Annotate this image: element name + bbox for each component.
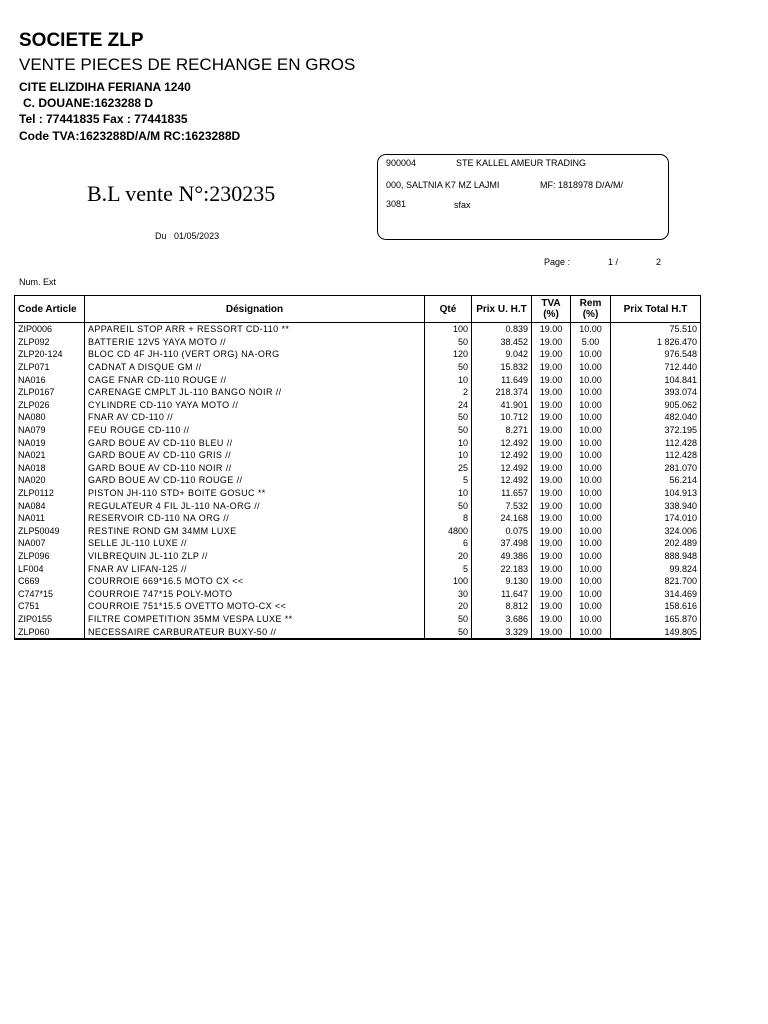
item-qty: 50 <box>425 625 472 639</box>
client-city: sfax <box>454 200 471 210</box>
item-qty: 50 <box>425 411 472 424</box>
item-rem: 10.00 <box>571 550 611 563</box>
item-code: NA018 <box>15 462 85 475</box>
item-tva: 19.00 <box>532 462 571 475</box>
item-unit-price: 24.168 <box>472 512 532 525</box>
item-rem: 10.00 <box>571 562 611 575</box>
item-unit-price: 15.832 <box>472 361 532 374</box>
item-rem: 10.00 <box>571 613 611 626</box>
item-unit-price: 11.647 <box>472 587 532 600</box>
item-total: 821.700 <box>611 575 701 588</box>
item-tva: 19.00 <box>532 474 571 487</box>
item-unit-price: 11.649 <box>472 373 532 386</box>
item-tva: 19.00 <box>532 587 571 600</box>
item-unit-price: 0.075 <box>472 525 532 538</box>
item-tva: 19.00 <box>532 525 571 538</box>
page-total: 2 <box>656 257 662 267</box>
item-rem: 10.00 <box>571 424 611 437</box>
item-designation: SELLE JL-110 LUXE // <box>85 537 425 550</box>
table-row <box>15 386 701 399</box>
item-unit-price: 3.686 <box>472 613 532 626</box>
item-designation: RESERVOIR CD-110 NA ORG // <box>85 512 425 525</box>
item-total: 482.040 <box>611 411 701 424</box>
item-qty: 50 <box>425 613 472 626</box>
item-qty: 24 <box>425 399 472 412</box>
item-tva: 19.00 <box>532 424 571 437</box>
item-tva: 19.00 <box>532 575 571 588</box>
item-qty: 4800 <box>425 525 472 538</box>
item-total: 158.616 <box>611 600 701 613</box>
table-row <box>15 613 701 626</box>
header-total: Prix Total H.T <box>611 296 701 323</box>
table-row <box>15 525 701 538</box>
item-unit-price: 41.901 <box>472 399 532 412</box>
table-row <box>15 499 701 512</box>
item-code: ZIP0155 <box>15 613 85 626</box>
table-row <box>15 474 701 487</box>
item-qty: 100 <box>425 323 472 336</box>
item-unit-price: 12.492 <box>472 462 532 475</box>
item-code: ZLP20-124 <box>15 348 85 361</box>
table-row <box>15 399 701 412</box>
table-row <box>15 537 701 550</box>
item-unit-price: 49.386 <box>472 550 532 563</box>
item-unit-price: 8.271 <box>472 424 532 437</box>
item-total: 112.428 <box>611 436 701 449</box>
item-tva: 19.00 <box>532 537 571 550</box>
item-rem: 10.00 <box>571 499 611 512</box>
item-qty: 50 <box>425 499 472 512</box>
item-code: ZLP0167 <box>15 386 85 399</box>
item-rem: 10.00 <box>571 411 611 424</box>
item-qty: 2 <box>425 386 472 399</box>
item-unit-price: 7.532 <box>472 499 532 512</box>
item-unit-price: 12.492 <box>472 474 532 487</box>
table-row <box>15 600 701 613</box>
table-row <box>15 562 701 575</box>
company-tva-rc: Code TVA:1623288D/A/M RC:1623288D <box>19 129 241 143</box>
item-total: 281.070 <box>611 462 701 475</box>
item-total: 888.948 <box>611 550 701 563</box>
client-postal: 3081 <box>386 199 407 209</box>
date-value: 01/05/2023 <box>174 231 220 241</box>
page-label: Page : <box>544 257 571 267</box>
item-unit-price: 11.657 <box>472 487 532 500</box>
item-qty: 10 <box>425 373 472 386</box>
item-unit-price: 0.839 <box>472 323 532 336</box>
item-unit-price: 37.498 <box>472 537 532 550</box>
item-tva: 19.00 <box>532 436 571 449</box>
item-code: NA080 <box>15 411 85 424</box>
item-tva: 19.00 <box>532 386 571 399</box>
item-total: 104.913 <box>611 487 701 500</box>
item-total: 905.062 <box>611 399 701 412</box>
item-code: C669 <box>15 575 85 588</box>
item-designation: CADNAT A DISQUE GM // <box>85 361 425 374</box>
item-tva: 19.00 <box>532 562 571 575</box>
item-tva: 19.00 <box>532 487 571 500</box>
item-rem: 10.00 <box>571 386 611 399</box>
item-designation: PISTON JH-110 STD+ BOITE GOSUC ** <box>85 487 425 500</box>
table-row <box>15 487 701 500</box>
table-header-row <box>15 296 701 323</box>
item-unit-price: 22.183 <box>472 562 532 575</box>
item-total: 338.940 <box>611 499 701 512</box>
item-designation: FNAR AV CD-110 // <box>85 411 425 424</box>
item-code: NA007 <box>15 537 85 550</box>
page-current: 1 / <box>608 257 619 267</box>
table-row <box>15 336 701 349</box>
company-phone-fax: Tel : 77441835 Fax : 77441835 <box>19 112 188 126</box>
item-qty: 50 <box>425 424 472 437</box>
item-code: ZLP071 <box>15 361 85 374</box>
item-total: 99.824 <box>611 562 701 575</box>
item-designation: VILBREQUIN JL-110 ZLP // <box>85 550 425 563</box>
item-tva: 19.00 <box>532 600 571 613</box>
table-row <box>15 348 701 361</box>
client-box <box>377 154 669 240</box>
item-designation: CAGE FNAR CD-110 ROUGE // <box>85 373 425 386</box>
item-tva: 19.00 <box>532 373 571 386</box>
item-qty: 20 <box>425 550 472 563</box>
client-code: 900004 <box>386 158 417 168</box>
item-designation: BATTERIE 12V5 YAYA MOTO // <box>85 336 425 349</box>
item-qty: 50 <box>425 361 472 374</box>
item-total: 324.006 <box>611 525 701 538</box>
item-tva: 19.00 <box>532 512 571 525</box>
item-total: 149.805 <box>611 625 701 639</box>
item-tva: 19.00 <box>532 550 571 563</box>
item-unit-price: 12.492 <box>472 436 532 449</box>
item-total: 976.548 <box>611 348 701 361</box>
item-unit-price: 12.492 <box>472 449 532 462</box>
item-total: 393.074 <box>611 386 701 399</box>
item-tva: 19.00 <box>532 348 571 361</box>
item-code: LF004 <box>15 562 85 575</box>
item-qty: 30 <box>425 587 472 600</box>
item-rem: 5.00 <box>571 336 611 349</box>
company-douane: C. DOUANE:1623288 D <box>23 96 154 110</box>
item-rem: 10.00 <box>571 625 611 639</box>
page-indicator <box>544 257 661 267</box>
table-row <box>15 462 701 475</box>
item-qty: 100 <box>425 575 472 588</box>
document-title: B.L vente N°:230235 <box>87 181 276 206</box>
item-rem: 10.00 <box>571 462 611 475</box>
item-designation: APPAREIL STOP ARR + RESSORT CD-110 ** <box>85 323 425 336</box>
table-row <box>15 512 701 525</box>
item-designation: RESTINE ROND GM 34MM LUXE <box>85 525 425 538</box>
item-code: NA079 <box>15 424 85 437</box>
item-tva: 19.00 <box>532 613 571 626</box>
item-designation: BLOC CD 4F JH-110 (VERT ORG) NA-ORG <box>85 348 425 361</box>
item-qty: 120 <box>425 348 472 361</box>
item-designation: FNAR AV LIFAN-125 // <box>85 562 425 575</box>
item-qty: 8 <box>425 512 472 525</box>
item-rem: 10.00 <box>571 537 611 550</box>
item-designation: GARD BOUE AV CD-110 ROUGE // <box>85 474 425 487</box>
table-row <box>15 575 701 588</box>
item-code: ZLP060 <box>15 625 85 639</box>
table-row <box>15 436 701 449</box>
table-row <box>15 411 701 424</box>
table-row <box>15 625 701 639</box>
client-address: 000, SALTNIA K7 MZ LAJMI <box>386 180 500 190</box>
item-designation: GARD BOUE AV CD-110 BLEU // <box>85 436 425 449</box>
item-rem: 10.00 <box>571 525 611 538</box>
item-code: NA020 <box>15 474 85 487</box>
client-name: STE KALLEL AMEUR TRADING <box>456 158 587 168</box>
item-unit-price: 9.042 <box>472 348 532 361</box>
item-unit-price: 9.130 <box>472 575 532 588</box>
item-total: 1 826.470 <box>611 336 701 349</box>
item-total: 56.214 <box>611 474 701 487</box>
item-rem: 10.00 <box>571 600 611 613</box>
item-total: 314.469 <box>611 587 701 600</box>
item-rem: 10.00 <box>571 361 611 374</box>
item-tva: 19.00 <box>532 361 571 374</box>
item-rem: 10.00 <box>571 436 611 449</box>
item-rem: 10.00 <box>571 512 611 525</box>
table-row <box>15 323 701 336</box>
item-designation: FILTRE COMPETITION 35MM VESPA LUXE ** <box>85 613 425 626</box>
item-total: 75.510 <box>611 323 701 336</box>
item-rem: 10.00 <box>571 587 611 600</box>
item-designation: NECESSAIRE CARBURATEUR BUXY-50 // <box>85 625 425 639</box>
item-qty: 10 <box>425 436 472 449</box>
client-mf: MF: 1818978 D/A/M/ <box>540 180 624 190</box>
item-code: C747*15 <box>15 587 85 600</box>
item-tva: 19.00 <box>532 499 571 512</box>
item-tva: 19.00 <box>532 449 571 462</box>
item-qty: 20 <box>425 600 472 613</box>
item-total: 104.841 <box>611 373 701 386</box>
item-rem: 10.00 <box>571 399 611 412</box>
date-label: Du <box>155 231 167 241</box>
item-code: NA084 <box>15 499 85 512</box>
item-rem: 10.00 <box>571 575 611 588</box>
item-qty: 10 <box>425 487 472 500</box>
items-table <box>14 295 701 640</box>
item-code: C751 <box>15 600 85 613</box>
item-rem: 10.00 <box>571 487 611 500</box>
item-code: NA011 <box>15 512 85 525</box>
table-row <box>15 587 701 600</box>
item-designation: COURROIE 669*16.5 MOTO CX << <box>85 575 425 588</box>
header-designation: Désignation <box>85 296 425 323</box>
document-date <box>155 231 219 241</box>
item-rem: 10.00 <box>571 449 611 462</box>
item-rem: 10.00 <box>571 323 611 336</box>
table-row <box>15 361 701 374</box>
item-tva: 19.00 <box>532 411 571 424</box>
item-unit-price: 10.712 <box>472 411 532 424</box>
item-qty: 5 <box>425 562 472 575</box>
item-rem: 10.00 <box>571 474 611 487</box>
table-row <box>15 373 701 386</box>
item-designation: GARD BOUE AV CD-110 NOIR // <box>85 462 425 475</box>
item-designation: GARD BOUE AV CD-110 GRIS // <box>85 449 425 462</box>
item-unit-price: 218.374 <box>472 386 532 399</box>
item-designation: CYLINDRE CD-110 YAYA MOTO // <box>85 399 425 412</box>
item-qty: 10 <box>425 449 472 462</box>
item-unit-price: 3.329 <box>472 625 532 639</box>
item-tva: 19.00 <box>532 625 571 639</box>
item-qty: 5 <box>425 474 472 487</box>
item-code: ZLP092 <box>15 336 85 349</box>
item-rem: 10.00 <box>571 373 611 386</box>
item-code: NA019 <box>15 436 85 449</box>
item-designation: REGULATEUR 4 FIL JL-110 NA-ORG // <box>85 499 425 512</box>
item-code: ZLP0112 <box>15 487 85 500</box>
header-qty: Qté <box>425 296 472 323</box>
table-row <box>15 550 701 563</box>
company-address: CITE ELIZDIHA FERIANA 1240 <box>19 80 191 94</box>
item-code: ZLP50049 <box>15 525 85 538</box>
item-code: ZLP026 <box>15 399 85 412</box>
item-total: 712.440 <box>611 361 701 374</box>
item-qty: 25 <box>425 462 472 475</box>
item-unit-price: 8.812 <box>472 600 532 613</box>
item-unit-price: 38.452 <box>472 336 532 349</box>
table-row <box>15 424 701 437</box>
item-qty: 6 <box>425 537 472 550</box>
item-designation: COURROIE 751*15.5 OVETTO MOTO-CX << <box>85 600 425 613</box>
item-total: 112.428 <box>611 449 701 462</box>
item-designation: COURROIE 747*15 POLY-MOTO <box>85 587 425 600</box>
item-total: 165.870 <box>611 613 701 626</box>
header-code: Code Article <box>15 296 85 323</box>
item-total: 202.489 <box>611 537 701 550</box>
item-tva: 19.00 <box>532 399 571 412</box>
header-tva: TVA (%) <box>532 296 571 323</box>
item-total: 174.010 <box>611 512 701 525</box>
item-code: ZLP096 <box>15 550 85 563</box>
header-rem: Rem (%) <box>571 296 611 323</box>
company-name: SOCIETE ZLP <box>19 30 144 51</box>
item-code: NA021 <box>15 449 85 462</box>
item-tva: 19.00 <box>532 323 571 336</box>
item-rem: 10.00 <box>571 348 611 361</box>
item-qty: 50 <box>425 336 472 349</box>
num-ext-label: Num. Ext <box>19 277 57 287</box>
item-total: 372.195 <box>611 424 701 437</box>
table-row <box>15 449 701 462</box>
company-activity: VENTE PIECES DE RECHANGE EN GROS <box>19 55 356 74</box>
header-unit-price: Prix U. H.T <box>472 296 532 323</box>
item-code: NA016 <box>15 373 85 386</box>
item-code: ZIP0006 <box>15 323 85 336</box>
item-tva: 19.00 <box>532 336 571 349</box>
item-designation: FEU ROUGE CD-110 // <box>85 424 425 437</box>
item-designation: CARENAGE CMPLT JL-110 BANGO NOIR // <box>85 386 425 399</box>
